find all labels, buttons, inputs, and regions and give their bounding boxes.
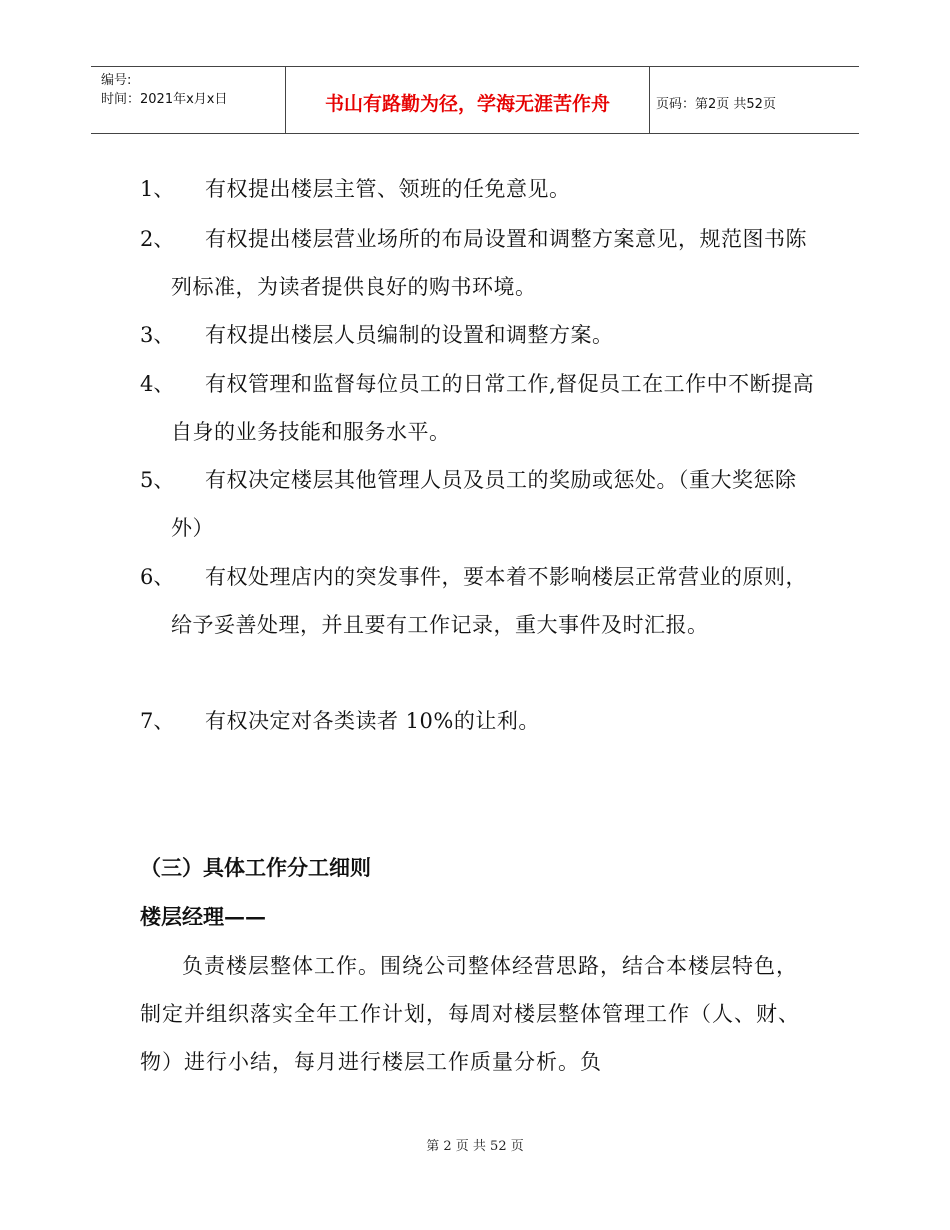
header-meta xyxy=(91,67,286,133)
list-item xyxy=(140,553,820,649)
list-item-text: 有权提出楼层营业场所的布局设置和调整方案意见，规范图书陈列标准，为读者提供良好的购书环境。 xyxy=(171,227,807,299)
header-page-info: 页码：第2页 共52页 xyxy=(656,96,776,112)
list-item xyxy=(140,165,820,213)
list-item-text: 有权决定对各类读者 10%的让利。 xyxy=(205,709,540,733)
section-heading: （三）具体工作分工细则 xyxy=(140,855,371,880)
header-motto: 书山有路勤为径，学海无涯苦作舟 xyxy=(286,67,650,133)
doc-time-label: 时间：2021年x月x日 xyxy=(101,92,228,107)
list-item-number: 7、 xyxy=(140,709,175,733)
list-item-number: 5、 xyxy=(140,468,175,492)
list-item-text: 有权处理店内的突发事件，要本着不影响楼层正常营业的原则，给予妥善处理，并且要有工作记录，重大事件及时汇报。 xyxy=(171,565,807,637)
page-header xyxy=(91,66,859,134)
doc-number-label: 编号: xyxy=(101,73,132,88)
list-item-text: 有权提出楼层人员编制的设置和调整方案。 xyxy=(205,323,614,347)
list-item-number: 3、 xyxy=(140,323,175,347)
role-description: 负责楼层整体工作。围绕公司整体经营思路，结合本楼层特色，制定并组织落实全年工作计划，每周对楼层整体管理工作（人、财、物）进行小结，每月进行楼层工作质量分析。负 xyxy=(140,954,800,1074)
role-heading: 楼层经理—— xyxy=(140,904,266,929)
list-item xyxy=(140,360,820,456)
list-item-text: 有权管理和监督每位员工的日常工作,督促员工在工作中不断提高自身的业务技能和服务水平。 xyxy=(171,372,815,444)
list-item-number: 4、 xyxy=(140,372,175,396)
list-item xyxy=(140,697,820,745)
list-item-number: 1、 xyxy=(140,177,175,201)
list-item xyxy=(140,215,820,311)
list-item xyxy=(140,456,820,552)
list-item-text: 有权提出楼层主管、领班的任免意见。 xyxy=(205,177,571,201)
list-item-text: 有权决定楼层其他管理人员及员工的奖励或惩处。（重大奖惩除外） xyxy=(171,468,797,540)
list-item-number: 2、 xyxy=(140,227,175,251)
list-item xyxy=(140,311,820,359)
list-item-number: 6、 xyxy=(140,565,175,589)
page-footer: 第 2 页 共 52 页 xyxy=(426,1139,524,1154)
